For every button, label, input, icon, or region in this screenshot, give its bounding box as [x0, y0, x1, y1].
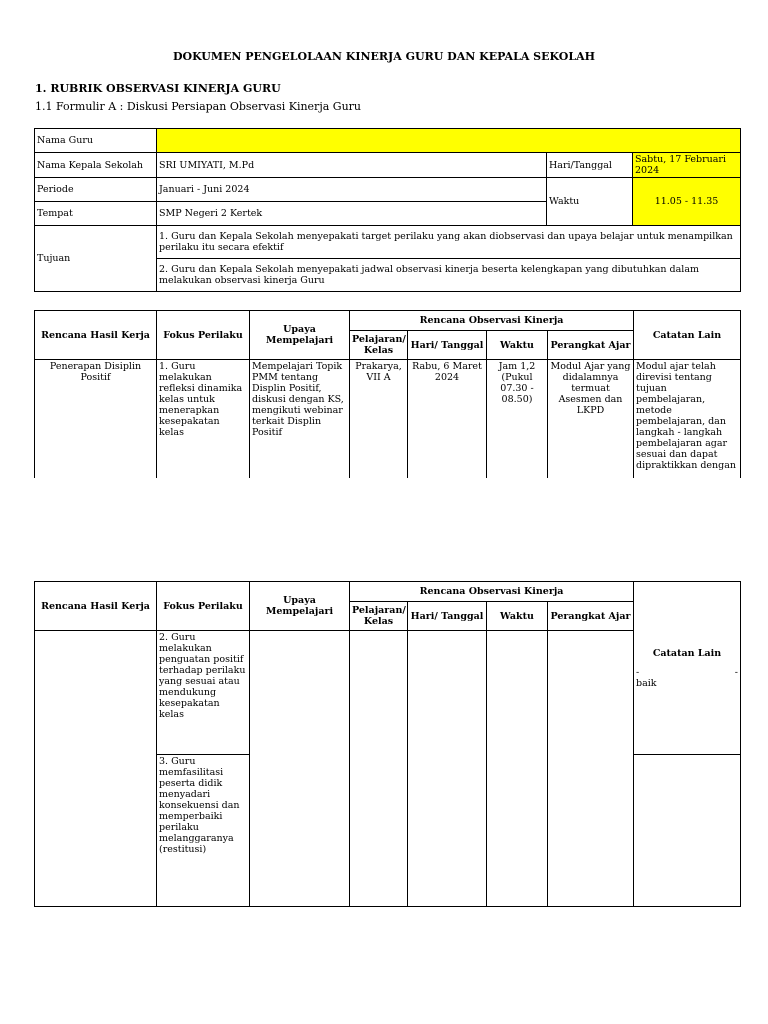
cell-waktu-empty [487, 631, 548, 907]
cell-pelajaran: Prakarya, VII A [350, 360, 408, 478]
waktu-value: 11.05 - 11.35 [633, 178, 741, 226]
tujuan-label: Tujuan [35, 226, 157, 292]
hari-tanggal-label: Hari/Tanggal [547, 153, 633, 178]
header-pelajaran: Pelajaran/ Kelas [350, 602, 408, 631]
tujuan-2: 2. Guru dan Kepala Sekolah menyepakati jadwal observasi kinerja beserta kelengkapan yang dibutuhkan dalam melakukan observasi kinerja Guru [157, 259, 741, 292]
kepsek-label: Nama Kepala Sekolah [35, 153, 157, 178]
header-rencana-hasil: Rencana Hasil Kerja [35, 311, 157, 360]
header-perangkat: Perangkat Ajar [548, 331, 634, 360]
header-waktu: Waktu [487, 602, 548, 631]
header-waktu: Waktu [487, 331, 548, 360]
tempat-value: SMP Negeri 2 Kertek [157, 202, 547, 226]
observation-plan-table-1 [34, 310, 741, 478]
header-fokus: Fokus Perilaku [157, 582, 250, 631]
cell-fokus-1: 1. Guru melakukan refleksi dinamika kelas untuk menerapkan kesepakatan kelas [157, 360, 250, 478]
header-catatan: Catatan Lain [634, 311, 741, 360]
header-upaya: Upaya Mempelajari [250, 582, 350, 631]
header-perangkat: Perangkat Ajar [548, 602, 634, 631]
header-rencana-observasi: Rencana Observasi Kinerja [350, 311, 634, 331]
info-table [34, 128, 741, 292]
header-catatan: Catatan Lain [652, 647, 722, 659]
cell-catatan: Modul ajar telah direvisi tentang tujuan pembelajaran, metode pembelajaran, dan langkah - langkah pembelajaran agar sesuai dan dapat dipraktikkan dengan [634, 360, 741, 478]
tempat-label: Tempat [35, 202, 157, 226]
document-title: DOKUMEN PENGELOLAAN KINERJA GURU DAN KEPALA SEKOLAH [172, 50, 596, 63]
nama-guru-value[interactable] [157, 129, 741, 153]
cell-rencana-empty [35, 631, 157, 907]
cell-catatan-empty [634, 755, 741, 907]
cell-waktu: Jam 1,2 (Pukul 07.30 - 08.50) [487, 360, 548, 478]
waktu-label: Waktu [547, 178, 633, 226]
header-pelajaran: Pelajaran/ Kelas [350, 331, 408, 360]
nama-guru-label: Nama Guru [35, 129, 157, 153]
hari-tanggal-value: Sabtu, 17 Februari 2024 [633, 153, 741, 178]
cell-hari: Rabu, 6 Maret 2024 [408, 360, 487, 478]
subsection-title: 1.1 Formulir A : Diskusi Persiapan Observasi Kinerja Guru [35, 100, 361, 113]
header-hari: Hari/ Tanggal [408, 331, 487, 360]
header-upaya: Upaya Mempelajari [250, 311, 350, 360]
observation-plan-table-2 [34, 581, 741, 907]
header-catatan-with-continuation [634, 582, 741, 755]
periode-value: Januari - Juni 2024 [157, 178, 547, 202]
header-fokus: Fokus Perilaku [157, 311, 250, 360]
periode-label: Periode [35, 178, 157, 202]
cell-hari-empty [408, 631, 487, 907]
cell-pelajaran-empty [350, 631, 408, 907]
header-rencana-hasil: Rencana Hasil Kerja [35, 582, 157, 631]
cell-fokus-2: 2. Guru melakukan penguatan positif terhadap perilaku yang sesuai atau mendukung kesepakatan kelas [157, 631, 250, 755]
cell-rencana-hasil: Penerapan Disiplin Positif [35, 360, 157, 478]
cell-perangkat: Modul Ajar yang didalamnya termuat Asesmen dan LKPD [548, 360, 634, 478]
tujuan-1: 1. Guru dan Kepala Sekolah menyepakati target perilaku yang akan diobservasi dan upaya belajar untuk menampilkan perilaku itu secara efektif [157, 226, 741, 259]
header-hari: Hari/ Tanggal [408, 602, 487, 631]
kepsek-value: SRI UMIYATI, M.Pd [157, 153, 547, 178]
cell-fokus-3: 3. Guru memfasilitasi peserta didik menyadari konsekuensi dan memperbaiki perilaku melanggaranya (restitusi) [157, 755, 250, 907]
catatan-continuation: - - baik [636, 666, 739, 689]
header-rencana-observasi: Rencana Observasi Kinerja [350, 582, 634, 602]
section-title: 1. RUBRIK OBSERVASI KINERJA GURU [35, 82, 281, 95]
cell-perangkat-empty [548, 631, 634, 907]
cell-upaya: Mempelajari Topik PMM tentang Displin Positif, diskusi dengan KS, mengikuti webinar terkait Displin Positif [250, 360, 350, 478]
cell-upaya-empty [250, 631, 350, 907]
